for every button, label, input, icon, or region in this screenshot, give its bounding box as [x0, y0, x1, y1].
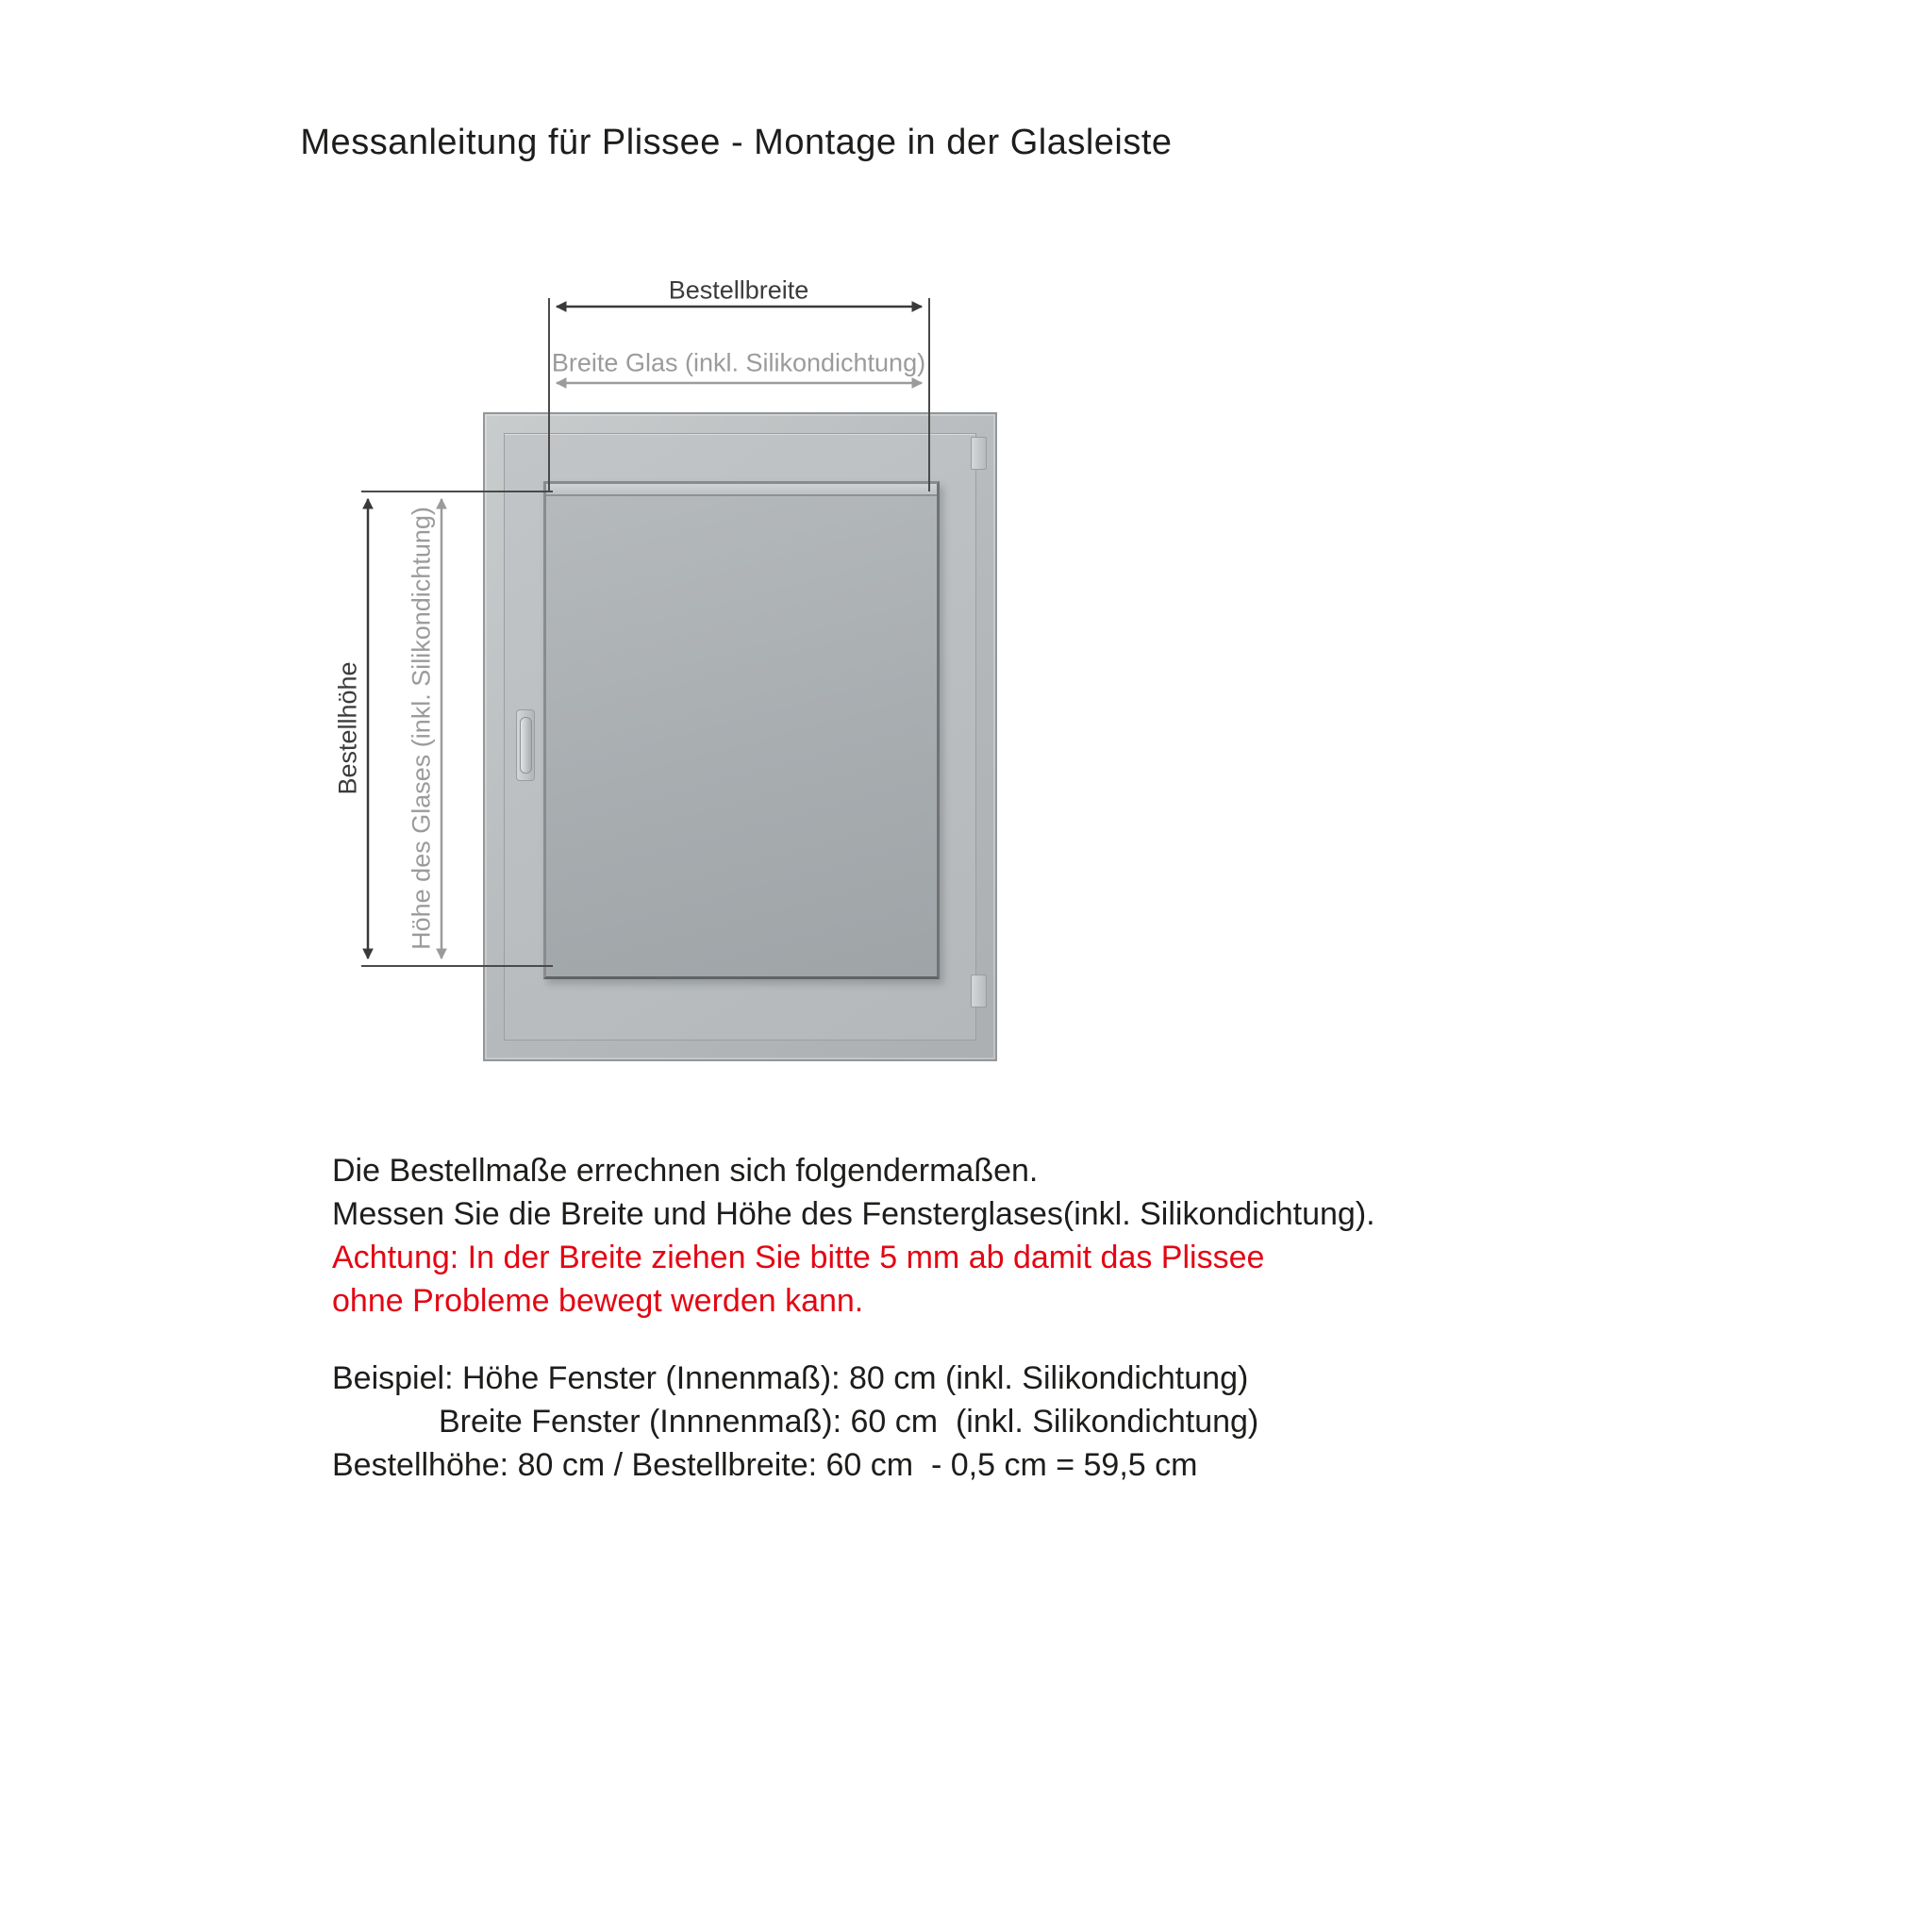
page-title: Messanleitung für Plissee - Montage in der Glasleiste: [300, 123, 1173, 162]
example-line2: Breite Fenster (Innnenmaß): 60 cm (inkl. Silikondichtung): [439, 1404, 1259, 1440]
example-line3: Bestellhöhe: 80 cm / Bestellbreite: 60 cm - 0,5 cm = 59,5 cm: [332, 1447, 1198, 1483]
glass-height-label: Höhe des Glases (inkl. Silikondichtung): [407, 507, 436, 950]
order-width-label: Bestellbreite: [668, 275, 809, 305]
instruction-warning-line1: Achtung: In der Breite ziehen Sie bitte 5 mm ab damit das Plissee: [332, 1240, 1265, 1275]
instruction-intro-line2: Messen Sie die Breite und Höhe des Fensterglases(inkl. Silikondichtung).: [332, 1196, 1375, 1232]
glass-width-label: Breite Glas (inkl. Silikondichtung): [551, 348, 926, 377]
example-line1: Beispiel: Höhe Fenster (Innenmaß): 80 cm (inkl. Silikondichtung): [332, 1360, 1249, 1396]
order-height-label: Bestellhöhe: [333, 661, 362, 795]
instruction-warning-line2: ohne Probleme bewegt werden kann.: [332, 1283, 864, 1319]
instruction-intro-line1: Die Bestellmaße errechnen sich folgendermaßen.: [332, 1153, 1039, 1189]
